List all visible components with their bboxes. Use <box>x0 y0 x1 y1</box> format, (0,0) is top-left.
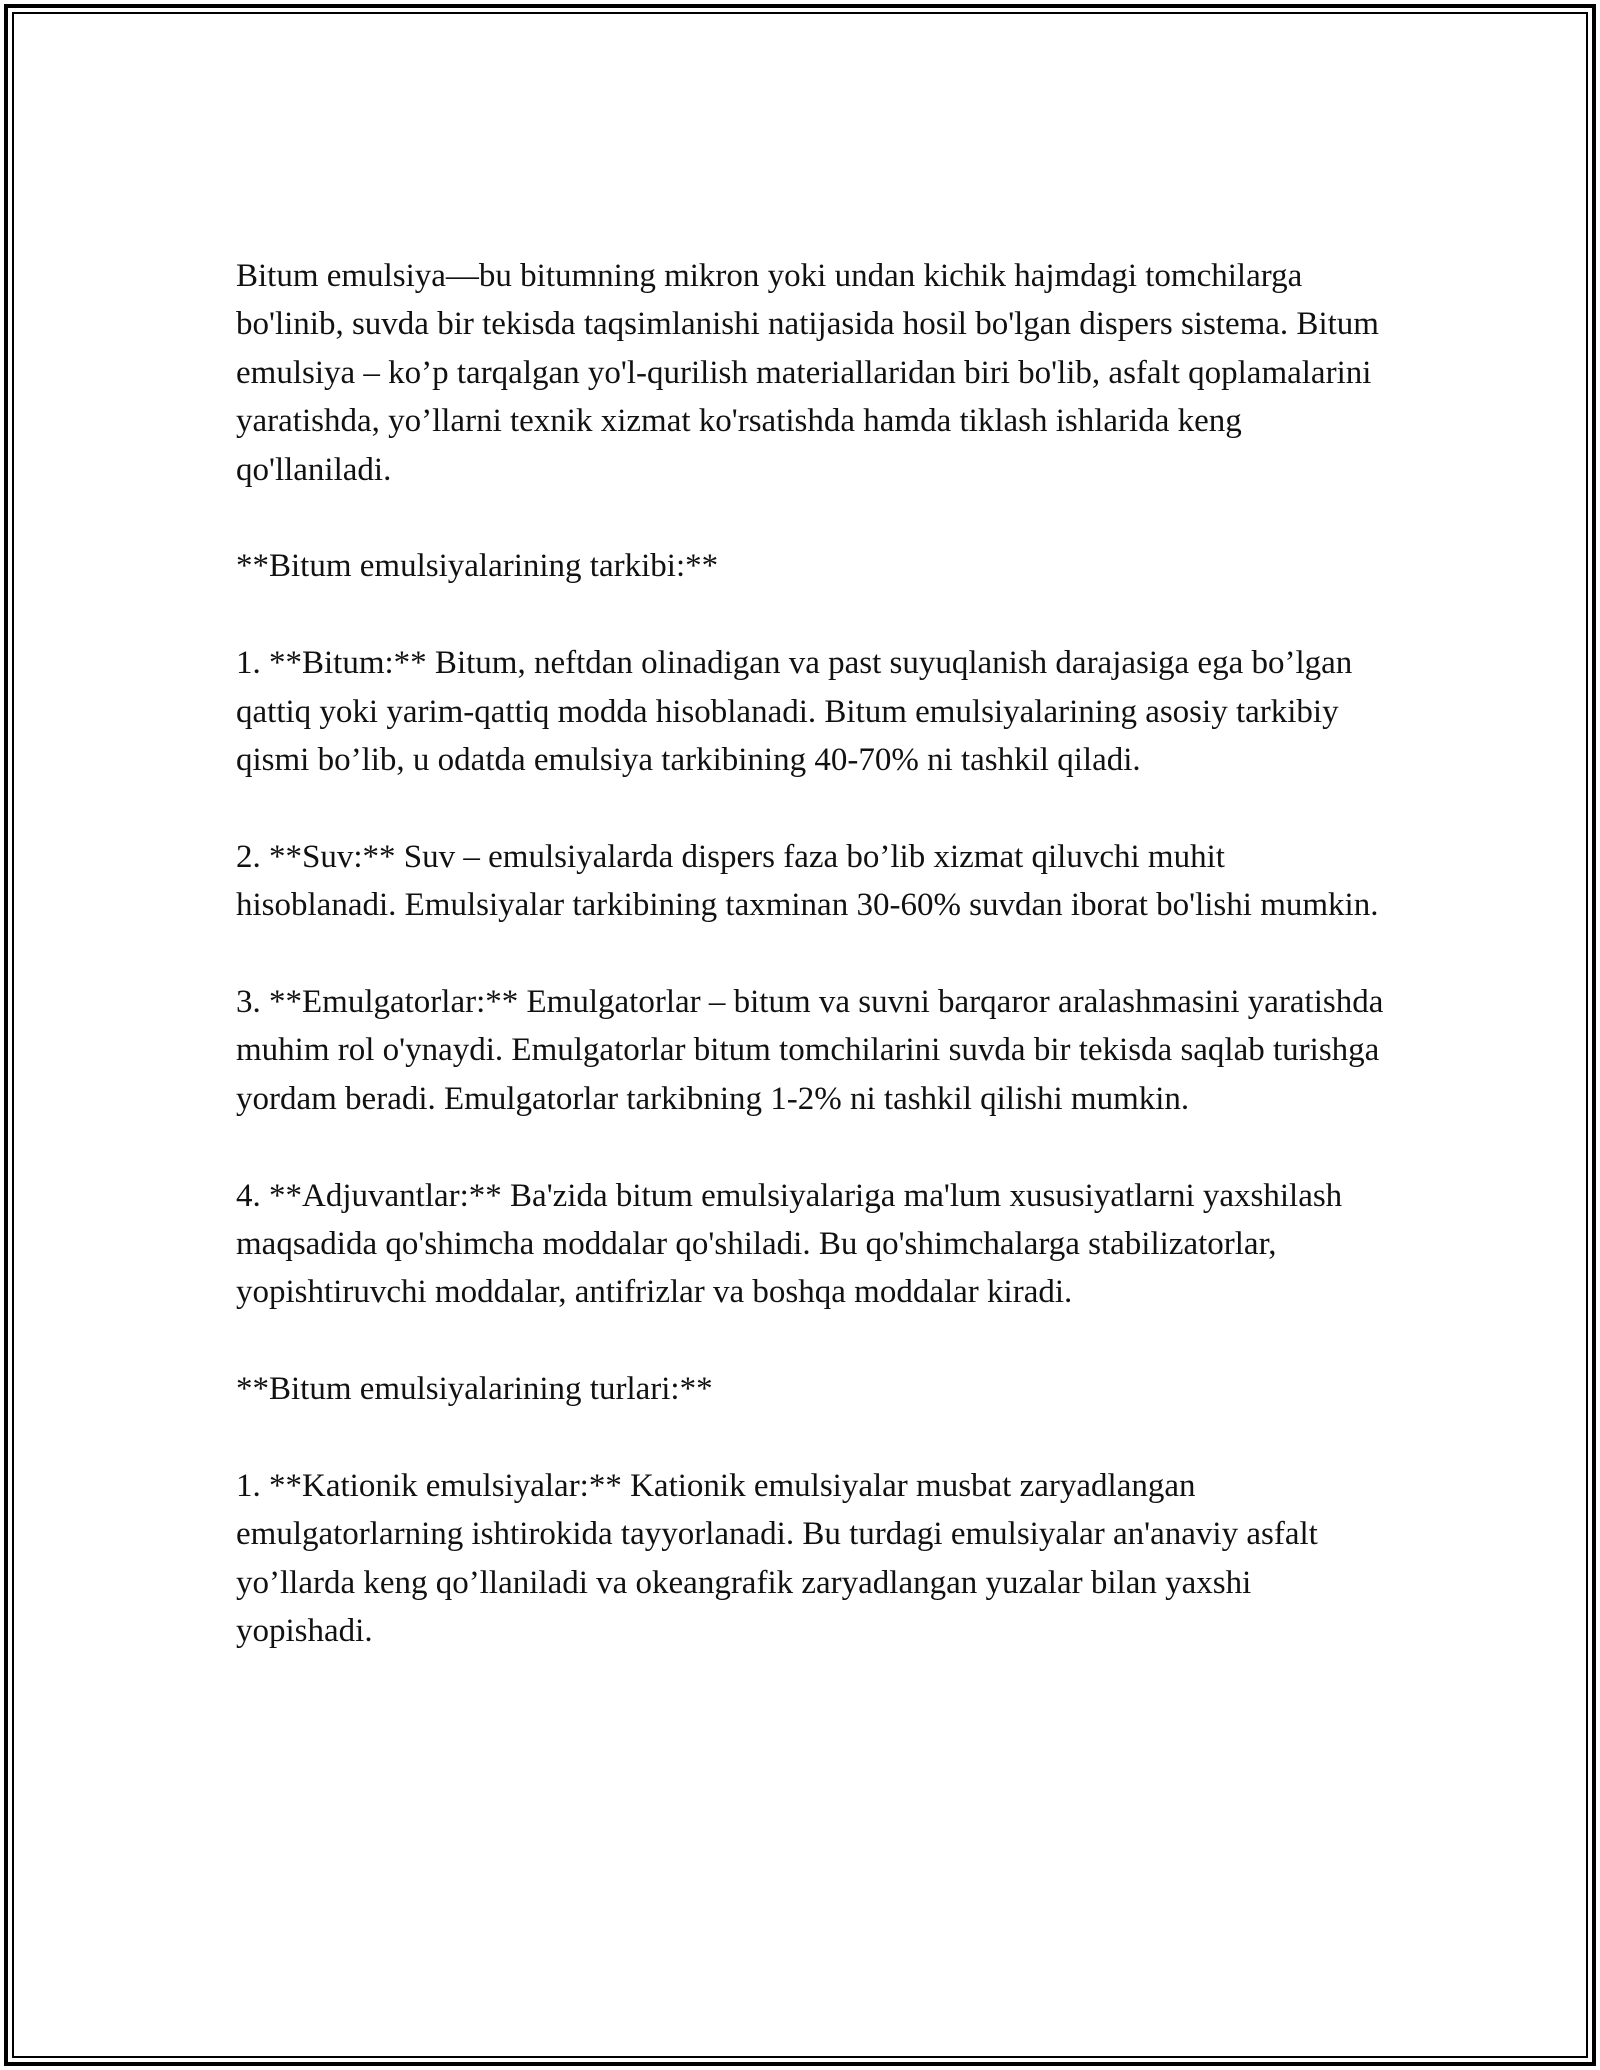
intro-paragraph: Bitum emulsiya—bu bitumning mikron yoki undan kichik hajmdagi tomchilarga bo'linib, suvda bir tekisda taqsimlanishi natijasida hosil bo'lgan dispers sistema. Bitum emulsiya – ko’p tarqalgan yo'l-qurilish materiallaridan biri bo'lib, asfalt qoplamalarini yaratishda, yo’llarni texnik xizmat ko'rsatishda hamda tiklash ishlarida keng qo'llaniladi. <box>236 258 1379 488</box>
list-item-emulgatorlar: 3. **Emulgatorlar:** Emulgatorlar – bitum va suvni barqaror aralashmasini yaratishda muhim rol o'ynaydi. Emulgatorlar bitum tomchilarini suvda bir tekisda saqlab turishga yordam beradi. Emulgatorlar tarkibning 1-2% ni tashkil qilishi mumkin. <box>236 984 1384 1117</box>
list-item-adjuvantlar: 4. **Adjuvantlar:** Ba'zida bitum emulsiyalariga ma'lum xususiyatlarni yaxshilash maqsadida qo'shimcha moddalar qo'shiladi. Bu qo'shimchalarga stabilizatorlar, yopishtiruvchi moddalar, antifrizlar va boshqa moddalar kiradi. <box>236 1177 1343 1311</box>
section-heading-types: **Bitum emulsiyalarining turlari:** <box>236 1371 713 1408</box>
document-body <box>236 252 1386 1656</box>
list-item-kationik: 1. **Kationik emulsiyalar:** Kationik emulsiyalar musbat zaryadlangan emulgatorlarning ishtirokida tayyorlanadi. Bu turdagi emulsiyalar an'anaviy asfalt yo’llarda keng qo’llaniladi va okeangrafik zaryadlangan yuzalar bilan yaxshi yopishadi. <box>236 1468 1318 1650</box>
list-item-bitum: 1. **Bitum:** Bitum, neftdan olinadigan va past suyuqlanish darajasiga ega bo’lgan qattiq yoki yarim-qattiq modda hisoblanadi. Bitum emulsiyalarining asosiy tarkibiy qismi bo’lib, u odatda emulsiya tarkibining 40-70% ni tashkil qiladi. <box>236 645 1353 779</box>
section-heading-composition: **Bitum emulsiyalarining tarkibi:** <box>236 548 719 585</box>
list-item-suv: 2. **Suv:** Suv – emulsiyalarda dispers faza bo’lib xizmat qiluvchi muhit hisoblanadi. Emulsiyalar tarkibining taxminan 30-60% suvdan iborat bo'lishi mumkin. <box>236 838 1379 924</box>
